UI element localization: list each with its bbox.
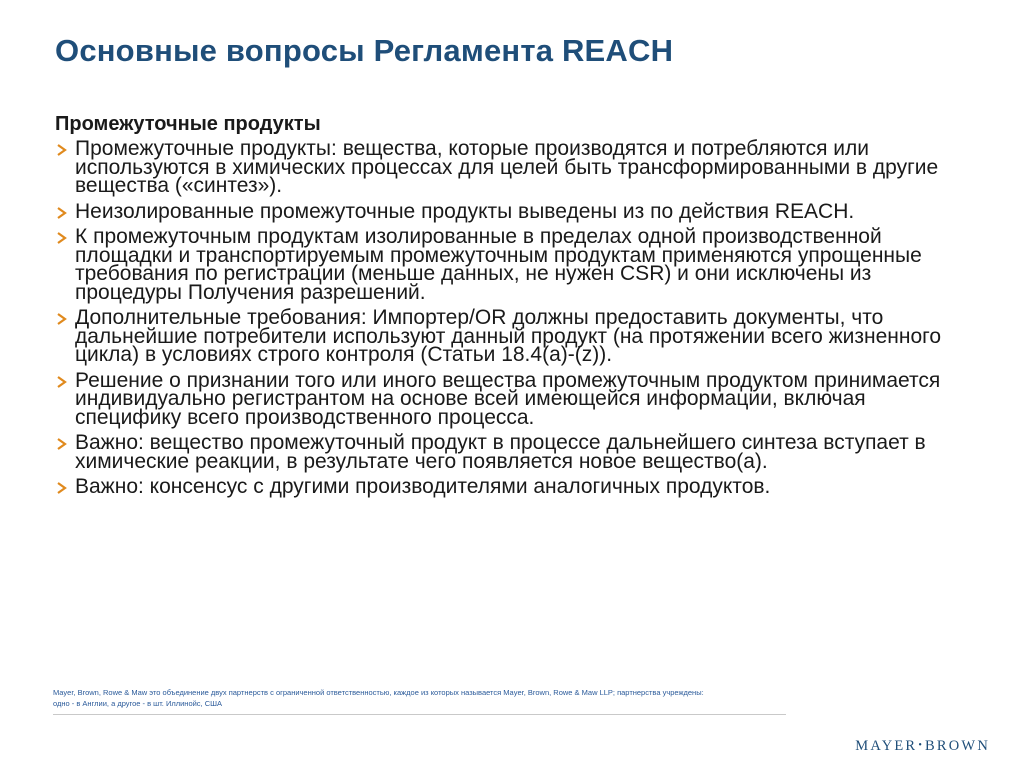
slide-content bbox=[55, 112, 960, 504]
bullet-item bbox=[55, 137, 960, 197]
logo-separator: • bbox=[918, 740, 925, 751]
bullet-text: К промежуточным продуктам изолированные в пределах одной производственной площадки и транспортируемым промежуточным продуктам применяются упрощенные требования по регистрации (меньше данных, не нужен CSR) и они исключены из процедуры Получения разрешений. bbox=[75, 225, 922, 304]
arrow-right-icon bbox=[55, 481, 69, 495]
arrow-right-icon bbox=[55, 312, 69, 326]
logo-text-left: MAYER bbox=[855, 738, 918, 754]
arrow-right-icon bbox=[55, 437, 69, 451]
bullet-text: Важно: вещество промежуточный продукт в процессе дальнейшего синтеза вступает в химические реакции, в результате чего появляется новое вещество(а). bbox=[75, 431, 926, 473]
bullet-item bbox=[55, 431, 960, 473]
arrow-right-icon bbox=[55, 375, 69, 389]
bullet-item bbox=[55, 199, 960, 223]
section-subtitle: Промежуточные продукты bbox=[55, 113, 321, 135]
arrow-right-icon bbox=[55, 206, 69, 220]
slide-title: Основные вопросы Регламента REACH bbox=[55, 33, 674, 68]
footer-disclaimer-line: одно - в Англии, а другое - в шт. Иллинойс, США bbox=[53, 699, 223, 708]
footer-divider bbox=[53, 714, 786, 715]
bullet-text: Промежуточные продукты: вещества, которые производятся и потребляются или используются в химических процессах для целей быть трансформированными в другие вещества («синтез»). bbox=[75, 137, 939, 197]
arrow-right-icon bbox=[55, 231, 69, 245]
bullet-list bbox=[55, 137, 960, 498]
arrow-right-icon bbox=[55, 143, 69, 157]
bullet-item bbox=[55, 225, 960, 304]
bullet-item bbox=[55, 368, 960, 429]
bullet-text: Дополнительные требования: Импортер/OR должны предоставить документы, что дальнейшие потребители используют данный продукт (на протяжении всего жизненного цикла) в условиях строго контроля (Статьи 18.4(a)-(z)). bbox=[75, 306, 942, 366]
bullet-text: Решение о признании того или иного вещества промежуточным продуктом принимается индивидуально регистрантом на основе всей имеющейся информации, включая специфику всего производственного процесса. bbox=[75, 368, 941, 429]
footer-disclaimer bbox=[53, 687, 813, 709]
mayer-brown-logo bbox=[855, 738, 990, 755]
bullet-text: Важно: консенсус с другими производителями аналогичных продуктов. bbox=[75, 475, 771, 498]
bullet-text: Неизолированные промежуточные продукты выведены из по действия REACH. bbox=[75, 199, 855, 223]
footer-disclaimer-line: Mayer, Brown, Rowe & Maw это объединение двух партнерств с ограниченной ответственностью, каждое из которых называется Mayer, Brown, Rowe & Maw LLP; партнерства учреждены: bbox=[53, 688, 704, 697]
logo-text-right: BROWN bbox=[925, 738, 990, 754]
bullet-item bbox=[55, 306, 960, 366]
bullet-item bbox=[55, 475, 960, 498]
